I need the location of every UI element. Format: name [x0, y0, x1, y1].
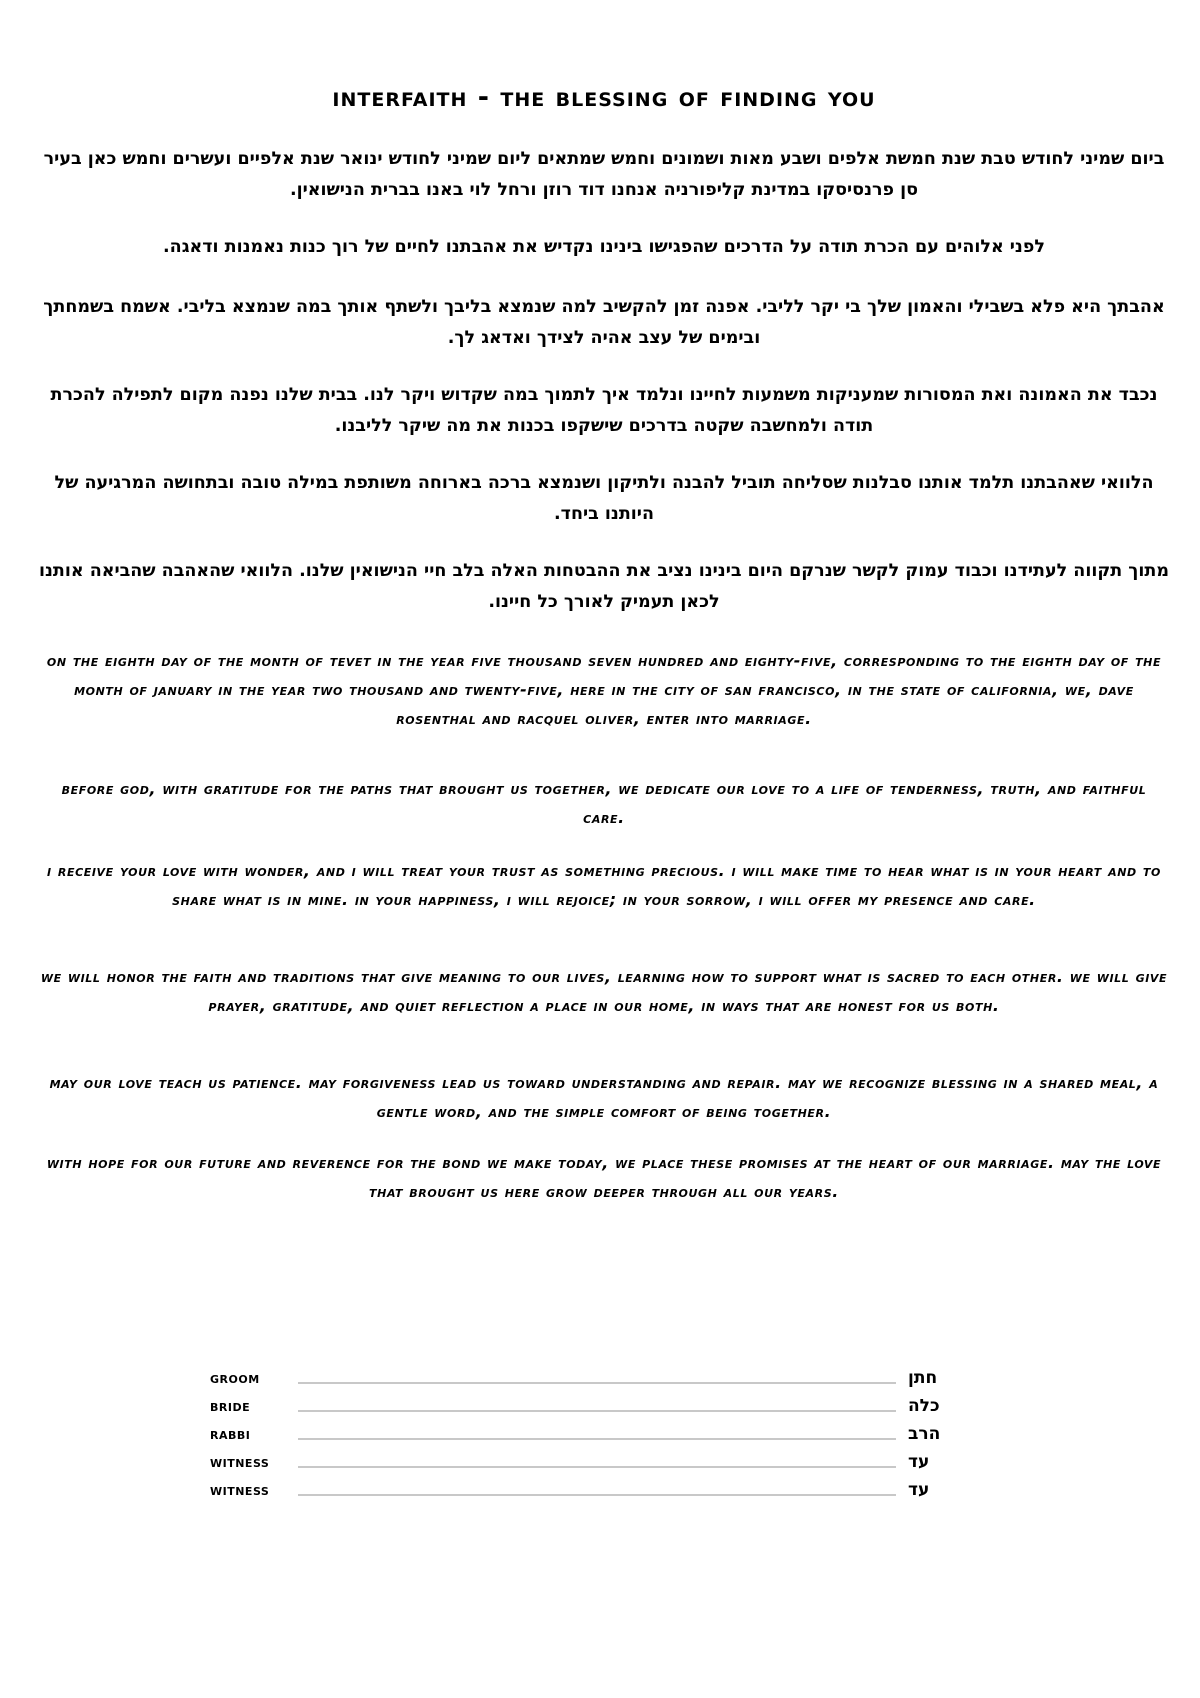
signature-line: [298, 1437, 896, 1440]
english-paragraph-5: may our love teach us patience. may forgiveness lead us toward understanding and repair. may we recognize blessing in a shared meal, a gentle word, and the simple comfort of being together.: [49, 1073, 1159, 1121]
signature-label-en: groom: [210, 1369, 260, 1387]
signature-line: [298, 1493, 896, 1496]
signature-label-en: witness: [210, 1453, 270, 1471]
signature-label-en: bride: [210, 1397, 251, 1415]
signature-row-groom: [210, 1360, 950, 1388]
hebrew-paragraph-4: נכבד את האמונה ואת המסורות שמעניקות משמעות לחיינו ונלמד איך לתמוך במה שקדוש ויקר לנו. בבית שלנו נפנה מקום לתפילה להכרת תודה ולמחשבה שקטה בדרכים שישקפו בכנות את מה שיקר לליבנו.: [50, 385, 1158, 436]
signature-label-en: rabbi: [210, 1425, 251, 1443]
signature-row-witness-2: [210, 1472, 950, 1500]
signature-line: [298, 1409, 896, 1412]
english-paragraph-6: with hope for our future and reverence for the bond we make today, we place these promises at the heart of our marriage. may the love that brought us here grow deeper through all our years.: [46, 1153, 1162, 1201]
signature-label-he: עד: [908, 1480, 930, 1500]
signature-line: [298, 1465, 896, 1468]
hebrew-paragraph-1: ביום שמיני לחודש טבת שנת חמשת אלפים ושבע מאות ושמונים וחמש שמתאים ליום שמיני לחודש ינואר שנת אלפיים ועשרים וחמש כאן בעיר סן פרנסיסקו במדינת קליפורניה אנחנו דוד רוזן ורחל לוי באנו בברית הנישואין.: [43, 149, 1165, 200]
signature-line: [298, 1381, 896, 1384]
document-title: interfaith - the blessing of finding you: [332, 82, 876, 113]
hebrew-paragraph-5: הלוואי שאהבתנו תלמד אותנו סבלנות שסליחה תוביל להבנה ולתיקון ושנמצא ברכה בארוחה משותפת במילה טובה ובתחושה המרגיעה של היותנו ביחד.: [54, 473, 1154, 524]
signature-row-witness-1: [210, 1444, 950, 1472]
signature-block: [210, 1360, 950, 1500]
english-paragraph-1: on the eighth day of the month of tevet in the year five thousand seven hundred and eighty-five, corresponding to the eighth day of the month of january in the year two thousand and twenty-five, here in the city of san francisco, in the state of california, we, dave rosenthal and racquel oliver, enter into marriage.: [46, 651, 1162, 728]
english-paragraph-4: we will honor the faith and traditions that give meaning to our lives, learning how to support what is sacred to each other. we will give prayer, gratitude, and quiet reflection a place in our home, in ways that are honest for us both.: [40, 967, 1168, 1015]
signature-label-he: הרב: [908, 1424, 941, 1444]
signature-label-he: כלה: [908, 1396, 940, 1416]
signature-row-bride: [210, 1388, 950, 1416]
signature-label-he: עד: [908, 1452, 930, 1472]
signature-label-he: חתן: [908, 1368, 938, 1388]
hebrew-paragraph-6: מתוך תקווה לעתידנו וכבוד עמוק לקשר שנרקם היום בינינו נציב את ההבטחות האלה בלב חיי הנישואין שלנו. הלוואי שהאהבה שהביאה אותנו לכאן תעמיק לאורך כל חיינו.: [38, 561, 1170, 612]
signature-row-rabbi: [210, 1416, 950, 1444]
signature-label-en: witness: [210, 1481, 270, 1499]
english-paragraph-2: before god, with gratitude for the paths that brought us together, we dedicate our love to a life of tenderness, truth, and faithful care.: [61, 779, 1147, 827]
hebrew-paragraph-3: אהבתך היא פלא בשבילי והאמון שלך בי יקר לליבי. אפנה זמן להקשיב למה שנמצא בליבך ולשתף אותך במה שנמצא בליבי. אשמח בשמחתך ובימים של עצב אהיה לצידך ואדאג לך.: [43, 297, 1165, 348]
hebrew-paragraph-2: לפני אלוהים עם הכרת תודה על הדרכים שהפגישו בינינו נקדיש את אהבתנו לחיים של רוך כנות נאמנות ודאגה.: [163, 237, 1045, 257]
english-paragraph-3: i receive your love with wonder, and i will treat your trust as something precious. i will make time to hear what is in your heart and to share what is in mine. in your happiness, i will rejoice; in your sorrow, i will offer my presence and care.: [47, 861, 1161, 909]
